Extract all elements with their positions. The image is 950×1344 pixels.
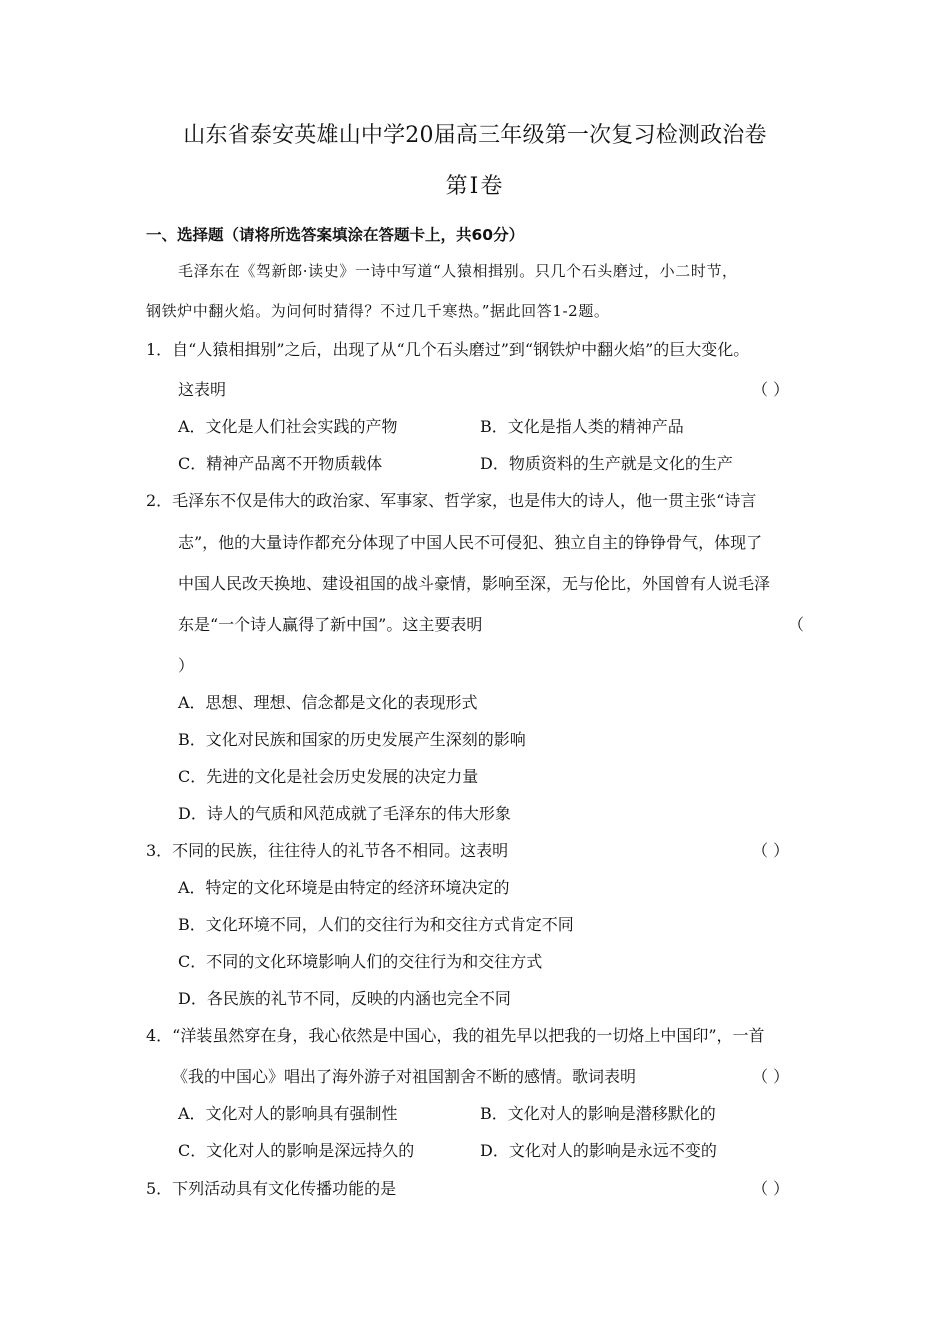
question-2-stem-line-4: 东是“一个诗人赢得了新中国”。这主要表明: [178, 615, 483, 634]
question-2-option-c: C．先进的文化是社会历史发展的决定力量: [178, 767, 479, 786]
question-4-option-c: C．文化对人的影响是深远持久的: [178, 1141, 415, 1160]
question-5-stem-line-1: 5．下列活动具有文化传播功能的是: [146, 1179, 397, 1198]
document-title: 山东省泰安英雄山中学20届高三年级第一次复习检测政治卷: [183, 123, 767, 148]
question-1-stem-line-2: 这表明: [178, 380, 227, 399]
question-2-stem-line-3: 中国人民改天换地、建设祖国的战斗豪情，影响至深，无与伦比，外国曾有人说毛泽: [178, 574, 771, 593]
question-4-answer-blank: （ ）: [752, 1067, 790, 1086]
question-3-stem-line-1: 3．不同的民族，往往待人的礼节各不相同。这表明: [146, 841, 509, 860]
question-1-option-d: D．物质资料的生产就是文化的生产: [480, 454, 733, 473]
question-3-option-b: B．文化环境不同，人们的交往行为和交往方式肯定不同: [178, 915, 574, 934]
question-4-stem-line-1: 4．“洋装虽然穿在身，我心依然是中国心，我的祖先早以把我的一切烙上中国印”，一首: [146, 1026, 765, 1045]
question-1-option-c: C．精神产品离不开物质载体: [178, 454, 383, 473]
question-1-option-a: A．文化是人们社会实践的产物: [178, 417, 398, 436]
volume-subtitle: 第Ⅰ卷: [445, 174, 505, 199]
question-4-option-d: D．文化对人的影响是永远不变的: [480, 1141, 717, 1160]
question-2-option-b: B．文化对民族和国家的历史发展产生深刻的影响: [178, 730, 526, 749]
question-2-option-d: D．诗人的气质和风范成就了毛泽东的伟大形象: [178, 804, 511, 823]
question-2-answer-blank-open: （: [788, 615, 805, 634]
question-1-stem-line-1: 1．自“人猿相揖别”之后，出现了从“几个石头磨过”到“钢铁炉中翻火焰”的巨大变化。: [146, 340, 750, 359]
question-2-answer-blank-close: ）: [178, 656, 195, 675]
question-2-stem-line-1: 2．毛泽东不仅是伟大的政治家、军事家、哲学家，也是伟大的诗人，他一贯主张“诗言: [146, 491, 757, 510]
question-4-option-b: B．文化对人的影响是潜移默化的: [480, 1104, 716, 1123]
question-4-option-a: A．文化对人的影响具有强制性: [178, 1104, 398, 1123]
question-2-option-a: A．思想、理想、信念都是文化的表现形式: [178, 693, 478, 712]
question-4-stem-line-2: 《我的中国心》唱出了海外游子对祖国割舍不断的感情。歌词表明: [172, 1067, 637, 1086]
question-3-option-d: D．各民族的礼节不同，反映的内涵也完全不同: [178, 989, 511, 1008]
question-3-answer-blank: （ ）: [752, 841, 790, 860]
question-1-answer-blank: （ ）: [752, 380, 790, 399]
intro-line-1: 毛泽东在《驾新郎·读史》一诗中写道“人猿相揖别。只几个石头磨过，小二时节，: [178, 262, 738, 280]
section-heading: 一、选择题（请将所选答案填涂在答题卡上，共60分）: [146, 226, 525, 244]
question-2-stem-line-2: 志”，他的大量诗作都充分体现了中国人民不可侵犯、独立自主的铮铮骨气，体现了: [178, 533, 763, 552]
question-3-option-a: A．特定的文化环境是由特定的经济环境决定的: [178, 878, 510, 897]
question-5-answer-blank: （ ）: [752, 1179, 790, 1198]
question-1-option-b: B．文化是指人类的精神产品: [480, 417, 684, 436]
intro-line-2: 钢铁炉中翻火焰。为问何时猜得？不过几千寒热。”据此回答1-2题。: [146, 302, 610, 320]
question-3-option-c: C．不同的文化环境影响人们的交往行为和交往方式: [178, 952, 543, 971]
